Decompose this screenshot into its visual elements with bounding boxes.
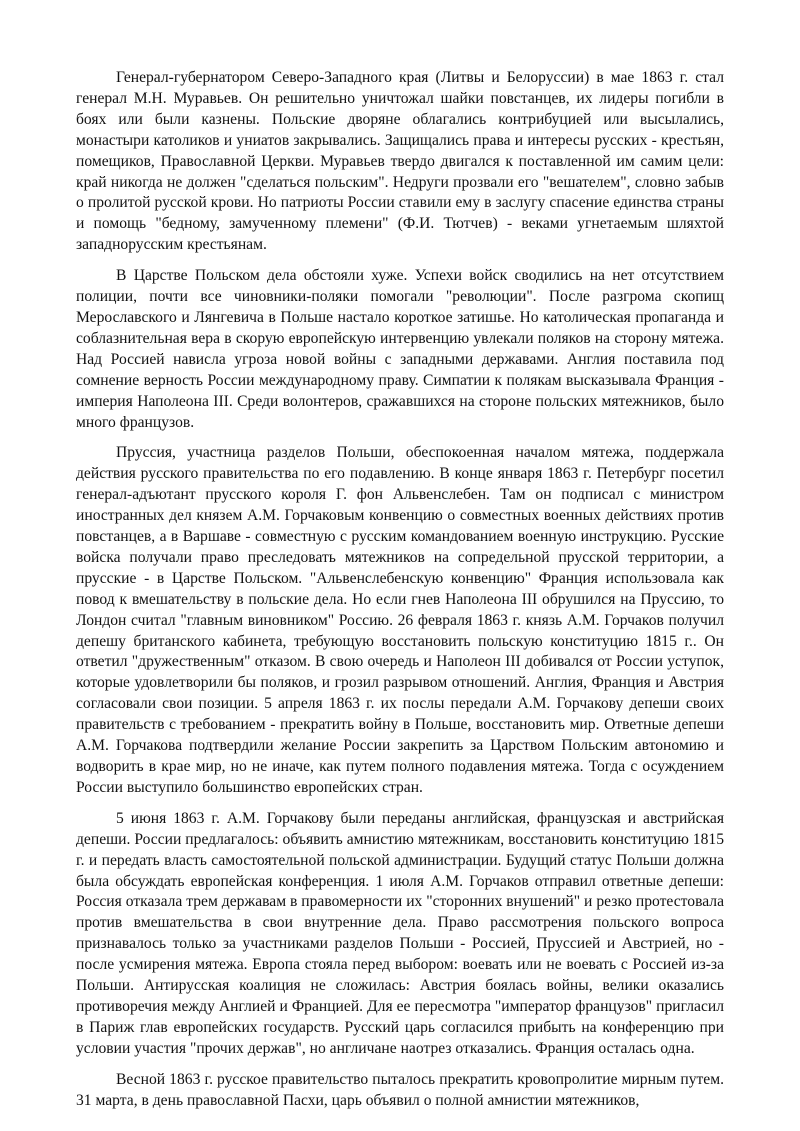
paragraph-spring-amnesty: Весной 1863 г. русское правительство пыталось прекратить кровопролитие мирным путем. 31 марта, в день православной Пасхи, царь объявил о полной амнистии мятежников, [76,1070,724,1109]
document-page [76,68,724,1122]
paragraph-june-dispatches: 5 июня 1863 г. А.М. Горчакову были переданы английская, французская и австрийская депеши. России предлагалось: объявить амнистию мятежникам, восстановить конституцию 1815 г. и передать власть самостоятельной польской администрации. Будущий статус Польши должна была обсуждать европейская конференция. 1 июля А.М. Горчаков отправил ответные депеши: Россия отказала трем державам в правомерности их "сторонних внушений" и резко протестовала против вмешательства в свои внутренние дела. Право рассмотрения польского вопроса признавалось только за участниками разделов Польши - Россией, Пруссией и Австрией, но - после усмирения мятежа. Европа стояла перед выбором: воевать или не воевать с Россией из-за Польши. Антирусская коалиция не сложилась: Австрия боялась войны, велики оказались противоречия между Англией и Францией. Для ее пересмотра "император французов" пригласил в Париж глав европейских государств. Русский царь согласился прибыть на конференцию при условии участия "прочих держав", но англичане наотрез отказались. Франция осталась одна. [76,809,724,1057]
paragraph-muravyov: Генерал-губернатором Северо-Западного края (Литвы и Белоруссии) в мае 1863 г. стал генерал М.Н. Муравьев. Он решительно уничтожал шайки повстанцев, их лидеры погибли в боях или были казнены. Польские дворяне облагались контрибуцией или высылались, монастыри католиков и униатов закрывались. Защищались права и интересы русских - крестьян, помещиков, Православной Церкви. Муравьев твердо двигался к поставленной им самим цели: край никогда не должен "сделаться польским". Недруги прозвали его "вешателем", словно забыв о пролитой русской крови. Но патриоты России ставили ему в заслугу спасение единства страны и помощь "бедному, замученному племени" (Ф.И. Тютчев) - веками угнетаемым шляхтой западнорусским крестьянам. [76,69,724,254]
paragraph-kingdom-of-poland: В Царстве Польском дела обстояли хуже. Успехи войск сводились на нет отсутствием полиции, почти все чиновники-поляки помогали "революции". После разгрома скопищ Мерославского и Лянгевича в Польше настало короткое затишье. Но католическая пропаганда и соблазнительная вера в скорую европейскую интервенцию увлекали поляков на сторону мятежа. Над Россией нависла угроза новой войны с западными державами. Англия поставила под сомнение верность России международному праву. Симпатии к полякам высказывала Франция - империя Наполеона III. Среди волонтеров, сражавшихся на стороне польских мятежников, было много французов. [76,267,724,431]
paragraph-prussia: Пруссия, участница разделов Польши, обеспокоенная началом мятежа, поддержала действия русского правительства по его подавлению. В конце января 1863 г. Петербург посетил генерал-адъютант прусского короля Г. фон Альвенслебен. Там он подписал с министром иностранных дел князем А.М. Горчаковым конвенцию о совместных военных действиях против повстанцев, а в Варшаве - совместную с русским командованием военную инструкцию. Русские войска получали право преследовать мятежников на сопредельной прусской территории, а прусские - в Царстве Польском. "Альвенслебенскую конвенцию" Франция использовала как повод к вмешательству в польские дела. Но если гнев Наполеона III обрушился на Пруссию, то Лондон считал "главным виновником" Россию. 26 февраля 1863 г. князь А.М. Горчаков получил депешу британского кабинета, требующую восстановить польскую конституцию 1815 г.. Он ответил "дружественным" отказом. В свою очередь и Наполеон III добивался от России уступок, которые удовлетворили бы поляков, и грозил разрывом отношений. Англия, Франция и Австрия согласовали свои позиции. 5 апреля 1863 г. их послы передали А.М. Горчакову депеши своих правительств с требованием - прекратить войну в Польше, восстановить мир. Ответные депеши А.М. Горчакова подтвердили желание России закрепить за Царством Польским автономию и водворить в крае мир, но не иначе, как путем полного подавления мятежа. Тогда с осуждением России выступило большинство европейских стран. [76,444,724,796]
